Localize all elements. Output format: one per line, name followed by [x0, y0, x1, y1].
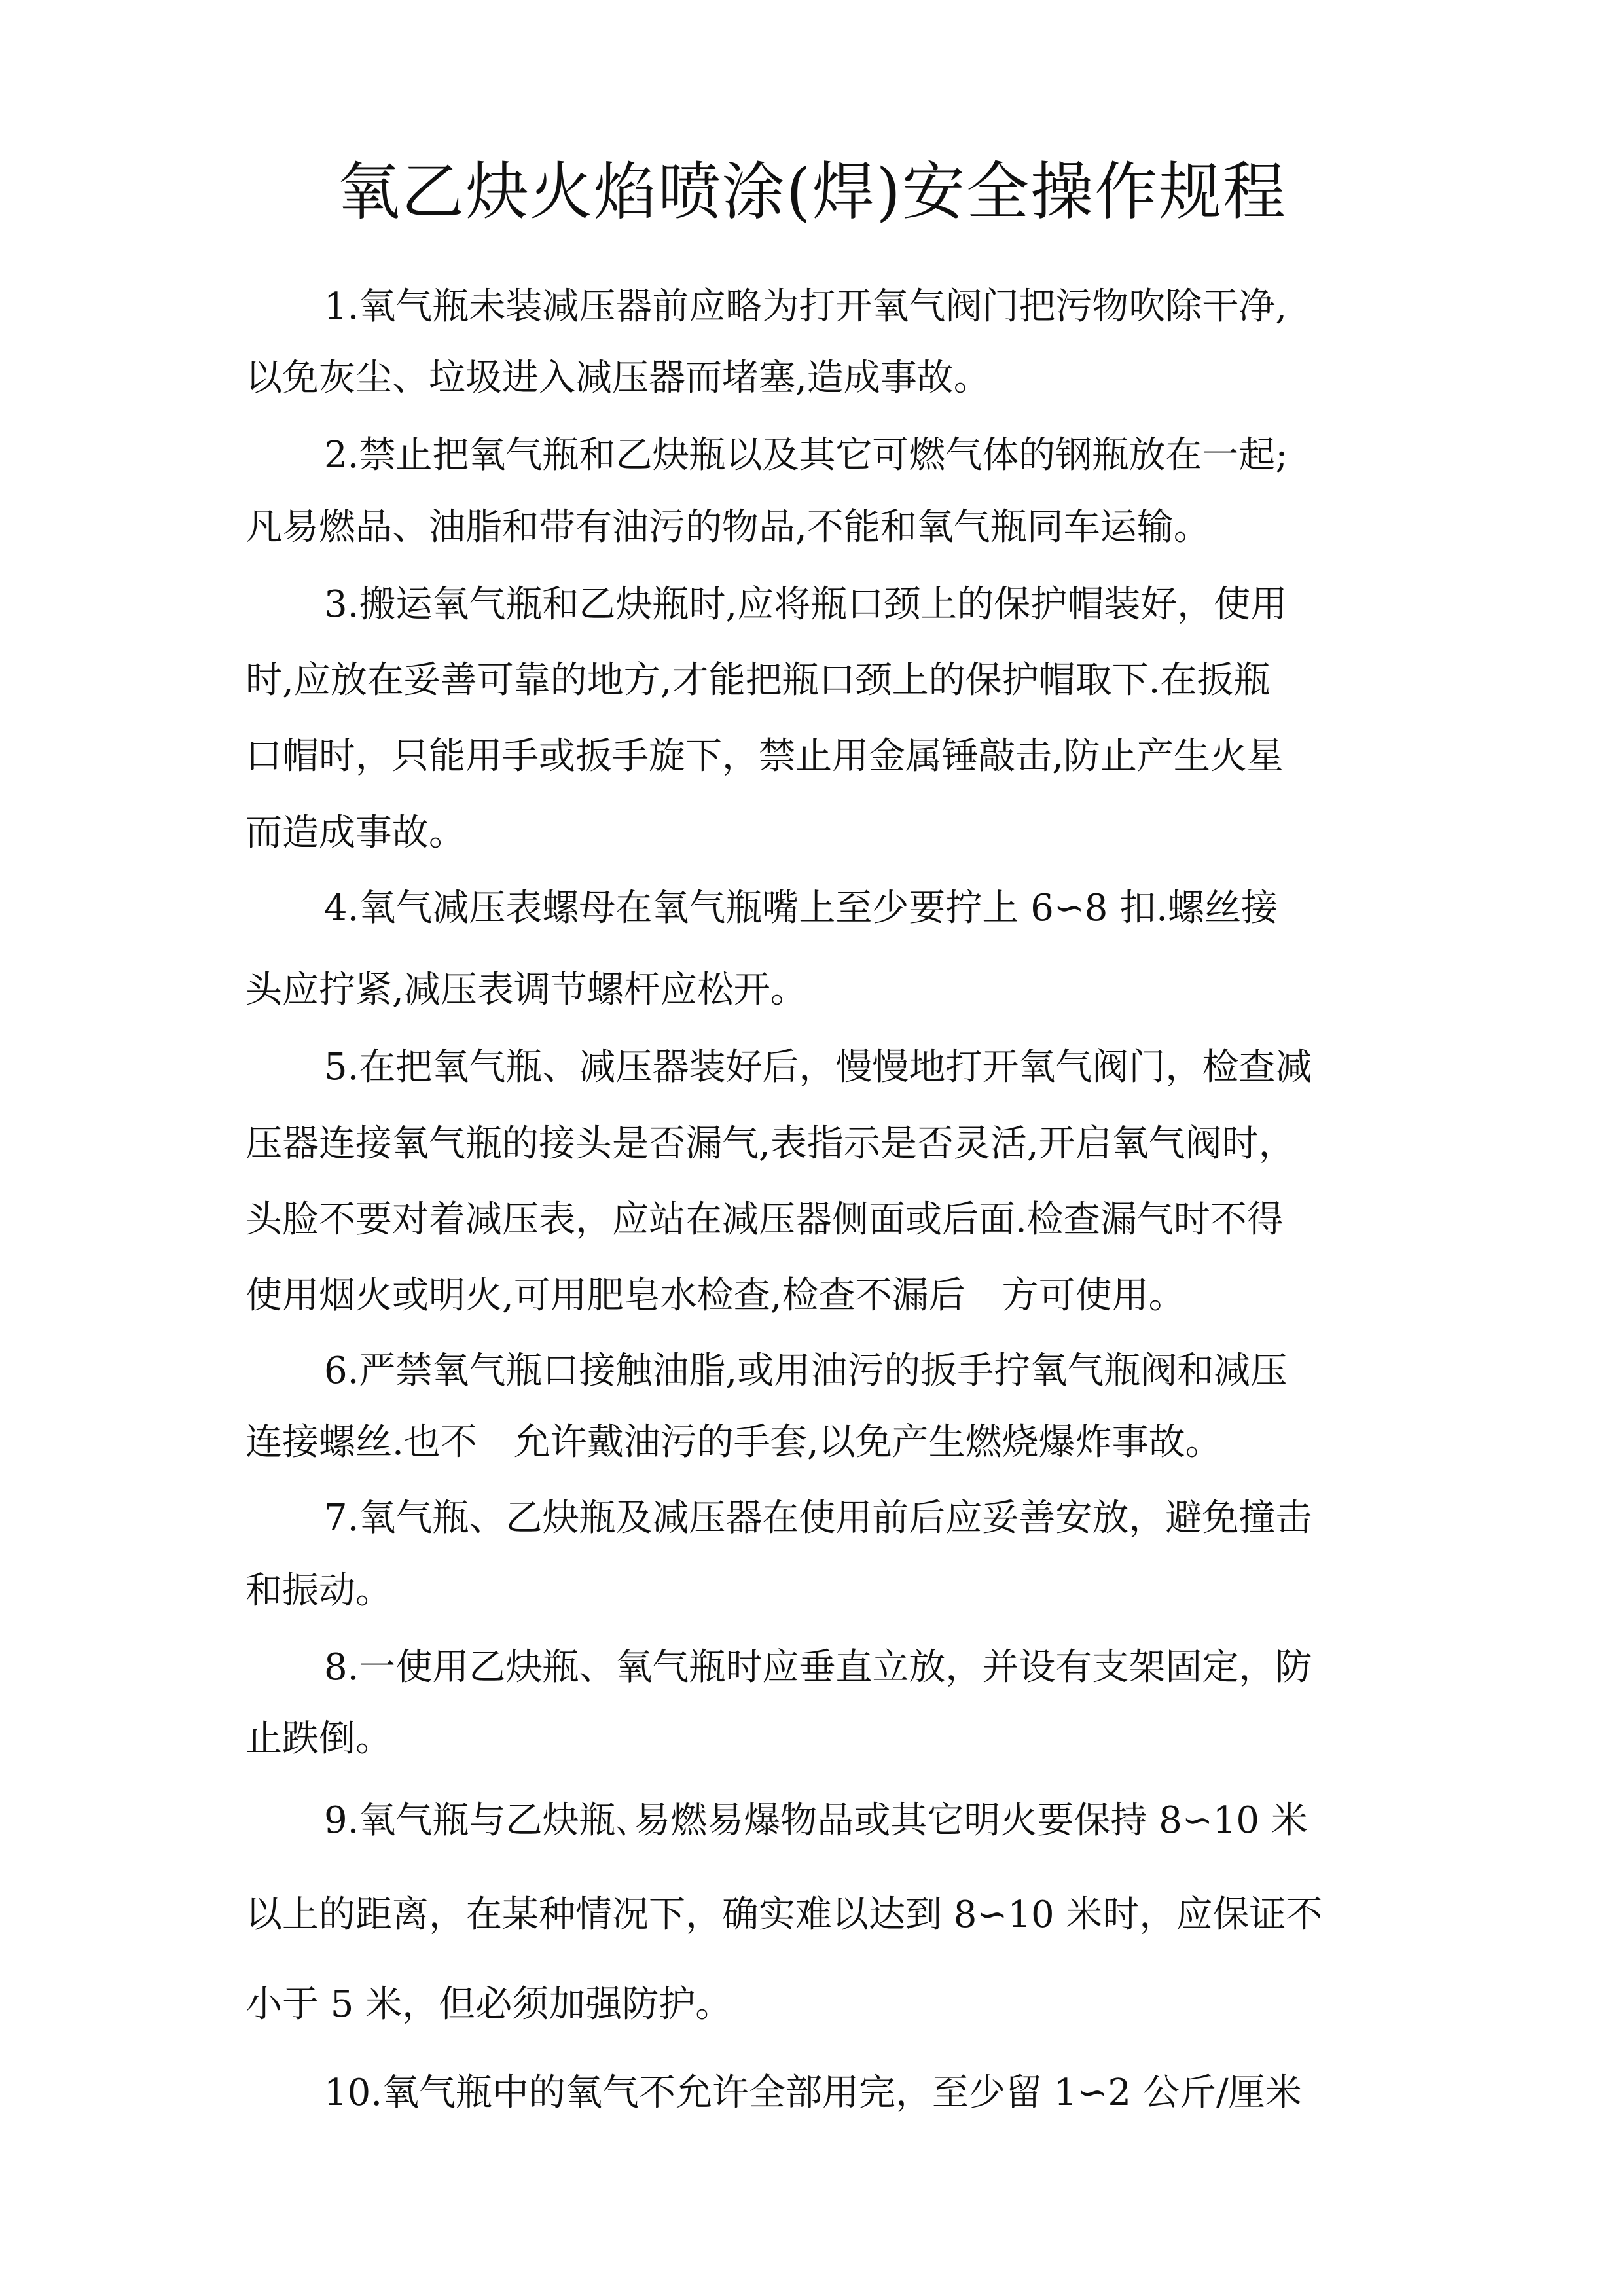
paragraph-line: 时,应放在妥善可靠的地方,才能把瓶口颈上的保护帽取下.在扳瓶: [245, 659, 1271, 702]
paragraph-line: 10.氧气瓶中的氧气不允许全部用完，至少留 1∽2 公斤/厘米: [324, 2072, 1302, 2114]
paragraph-line: 止跌倒。: [245, 1717, 392, 1760]
paragraph-line: 使用烟火或明火,可用肥皂水检查,检查不漏后 方可使用。: [245, 1274, 1185, 1317]
paragraph-line: 8.一使用乙炔瓶、氧气瓶时应垂直立放，并设有支架固定，防: [324, 1646, 1312, 1689]
paragraph-line: 9.氧气瓶与乙炔瓶､易燃易爆物品或其它明火要保持 8∽10 米: [324, 1799, 1308, 1842]
paragraph-line: 头脸不要对着减压表，应站在减压器侧面或后面.检查漏气时不得: [245, 1198, 1284, 1241]
document-title: 氧乙炔火焰喷涂(焊)安全操作规程: [337, 155, 1287, 228]
paragraph-line: 以上的距离，在某种情况下，确实难以达到 8∽10 米时，应保证不: [245, 1893, 1323, 1936]
paragraph-line: 3.搬运氧气瓶和乙炔瓶时,应将瓶口颈上的保护帽装好，使用: [324, 583, 1288, 626]
paragraph-line: 1.氧气瓶未装减压器前应略为打开氧气阀门把污物吹除干净,: [324, 285, 1288, 328]
paragraph-line: 7.氧气瓶、乙炔瓶及减压器在使用前后应妥善安放，避免撞击: [324, 1497, 1312, 1539]
paragraph-line: 5.在把氧气瓶、减压器装好后，慢慢地打开氧气阀门，检查减: [324, 1046, 1312, 1088]
paragraph-line: 连接螺丝.也不 允许戴油污的手套,以免产生燃烧爆炸事故。: [245, 1421, 1222, 1463]
paragraph-line: 小于 5 米，但必须加强防护。: [245, 1983, 732, 2026]
paragraph-line: 和振动。: [245, 1570, 392, 1612]
paragraph-line: 口帽时，只能用手或扳手旋下，禁止用金属锤敲击,防止产生火星: [245, 735, 1284, 778]
paragraph-line: 压器连接氧气瓶的接头是否漏气,表指示是否灵活,开启氧气阀时，: [245, 1122, 1295, 1165]
paragraph-line: 2.禁止把氧气瓶和乙炔瓶以及其它可燃气体的钢瓶放在一起;: [324, 434, 1288, 476]
paragraph-line: 头应拧紧,减压表调节螺杆应松开。: [245, 969, 807, 1011]
paragraph-line: 而造成事故。: [245, 812, 465, 854]
paragraph-line: 6.严禁氧气瓶口接触油脂,或用油污的扳手拧氧气瓶阀和减压: [324, 1350, 1288, 1392]
paragraph-line: 以免灰尘、垃圾进入减压器而堵塞,造成事故。: [245, 357, 990, 399]
paragraph-line: 凡易燃品、油脂和带有油污的物品,不能和氧气瓶同车运输。: [245, 506, 1210, 548]
paragraph-line: 4.氧气减压表螺母在氧气瓶嘴上至少要拧上 6∽8 扣.螺丝接: [324, 887, 1278, 929]
